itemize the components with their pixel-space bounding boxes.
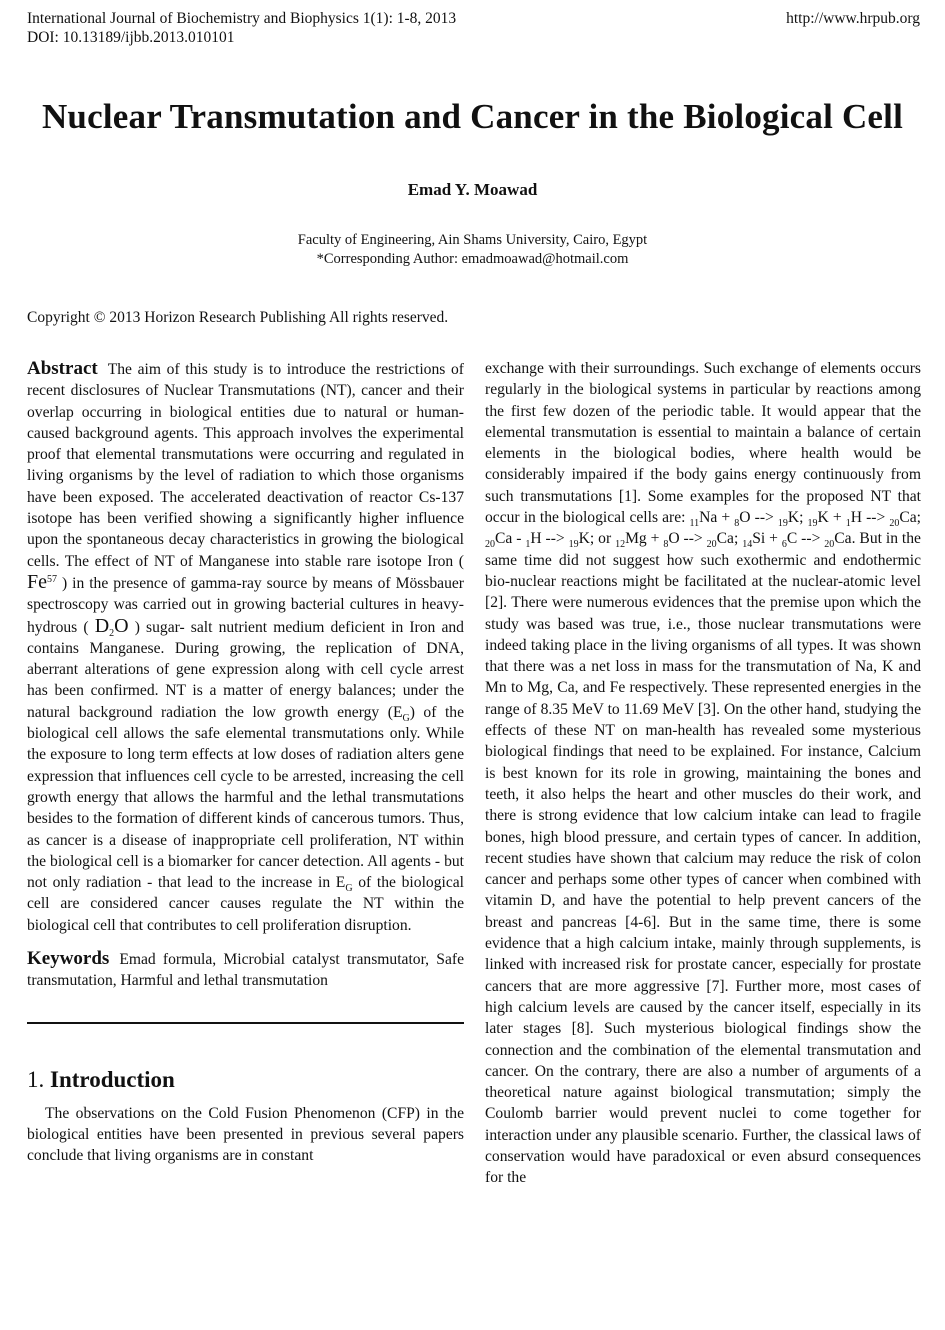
abstract: Abstract The aim of this study is to introduce the restrictions of recent disclosures of Nuclear Transmutations (NT), cancer and their overlap occurring in biological entities due to natural or human-caused background agents. This approach involves the experimental proof that elemental transmutations were occurring and regulated in living organisms by the level of radiation to which those organisms have been exposed. The accelerated deactivation of reactor Cs-137 isotope has been verified showing a significantly higher influence upon the spontaneous decay characteristics in growing the biological cells. The effect of NT of Manganese into stable rare isotope Iron ( Fe$^{57}$ ) in the presence of gamma-ray source by means of Mössbauer spectroscopy was carried out in growing bacterial cultures in heavy-hydrous ( $D_2O$ ) sugar- salt nutrient medium deficient in Iron and contains Manganese. During growing, the replication of DNA, aberrant alterations of gene expression along with cell cycle arrest has been confirmed. NT is a matter of energy balances; under the natural background radiation the low growth energy $(E_G)$ of the biological cell allows the safe elemental transmutations only. While the exposure to long term effects at low doses of radiation alters gene expression that influences cell cycle to be arrested, increasing the cell growth energy that allows the harmful and the lethal transmutations besides to the formation of different kinds of cancerous tumors. Thus, as cancer is a disease of inappropriate cell proliferation, NT within the biological cell is a biomarker for cancer detection. All agents - but not only radiation - that lead to the increase in $E_G$ of the biological cell are considered cancer causes regulate the NT within the biological cell that contributes to cell proliferation disruption. xyxy=(27,358,465,934)
copyright-notice: Copyright © 2013 Horizon Research Publishing All rights reserved. xyxy=(27,309,449,326)
body-paragraph: exchange with their surroundings. Such exchange of elements occurs regularly in the biological systems in particular by reactions among the first few dozen of the periodic table. It would appear that the elemental transmutation is essential to maintain a balance of certain elements in the biological bodies, where health would be considerably impaired if the body gains energy continuously from such transmutations [1]. Some examples for the proposed NT that occur in the biological cells are: $_{11}$Na + $_8$O --> $_{19}$K; $_{19}$K + $_1$H --> $_{20}$Ca; $_{20}$Ca - $_1$H --> $_{19}$K; or $_{12}$Mg + $_8$O --> $_{20}$Ca; $_{14}$Si + $_6$C --> $_{20}$Ca. But in the same time did not suggest how such exothermic and endothermic bio-nuclear reactions might be facilitated at the nuclear-atomic level [2]. There were numerous evidences that the premise upon which the study was based was true, i.e., those nuclear transmutations were indeed taking place in the living organisms of all types. It was shown that there was a net loss in mass for the transmutation of Na, K and Mn to Mg, Ca, and Fe respectively. These represented energies in the range of 8.35 MeV to 11.69 MeV [3]. On the other hand, studying the effects of these NT on man-health has revealed some mysterious biological findings that need to be explained. For instance, Calcium is best known for its role in growing, maintaining the bones and teeth, it also helps the heart and other muscles do their work, and there is strong evidence that low calcium intake can lead to fragile bones, high blood pressure, and certain types of cancer. In addition, recent studies have shown that calcium may reduce the risk of colon cancer and perhaps some other types of cancer when combined with vitamin D, and have the potential to help prevent cancers of the breast and pancreas [4-6]. But in the same time, there is some evidence that a high calcium intake, mainly through supplements, is linked with increased risk for prostate cancer, especially for prostate cancers that are more aggressive [7]. Further more, most cases of high calcium levels are caused by the cancer itself, especially in its later stages [8]. Such mysterious biological findings show the connection and the combination of the elemental transmutation and cancer. On the contrary, there are also a number of arguments of a theoretical nature against biological transmutation; simply the Coulomb barrier would prevent nuclei to come together for interaction under any plausible scenario. Further, the classical laws of conservation would have paradoxical or even absurd consequences for the xyxy=(485,360,921,1187)
abstract-label: Abstract xyxy=(27,358,98,379)
affiliation: Faculty of Engineering, Ain Shams University, Cairo, Egypt xyxy=(297,232,648,248)
right-column xyxy=(485,358,921,1189)
author-name: Emad Y. Moawad xyxy=(407,180,538,199)
section-divider xyxy=(27,1022,464,1024)
running-header xyxy=(27,9,920,47)
journal-url[interactable]: http://www.hrpub.org xyxy=(786,10,920,27)
doi: DOI: 10.13189/ijbb.2013.010101 xyxy=(27,29,235,46)
section-heading-introduction: 1. Introduction xyxy=(27,1066,175,1092)
corresponding-author: *Corresponding Author: emadmoawad@hotmail.com xyxy=(316,251,629,267)
intro-paragraph: The observations on the Cold Fusion Phenomenon (CFP) in the biological entities have been presented in previous several papers conclude that living organisms are in constant xyxy=(27,1104,464,1165)
keywords: Keywords Emad formula, Microbial catalyst transmutator, Safe transmutation, Harmful and lethal transmutation xyxy=(27,948,464,990)
left-column xyxy=(27,358,464,1167)
affiliation-block xyxy=(0,231,945,269)
journal-citation: International Journal of Biochemistry and Biophysics 1(1): 1-8, 2013 xyxy=(27,10,457,27)
paper-title: Nuclear Transmutation and Cancer in the Biological Cell xyxy=(41,97,904,136)
keywords-label: Keywords xyxy=(27,948,110,970)
